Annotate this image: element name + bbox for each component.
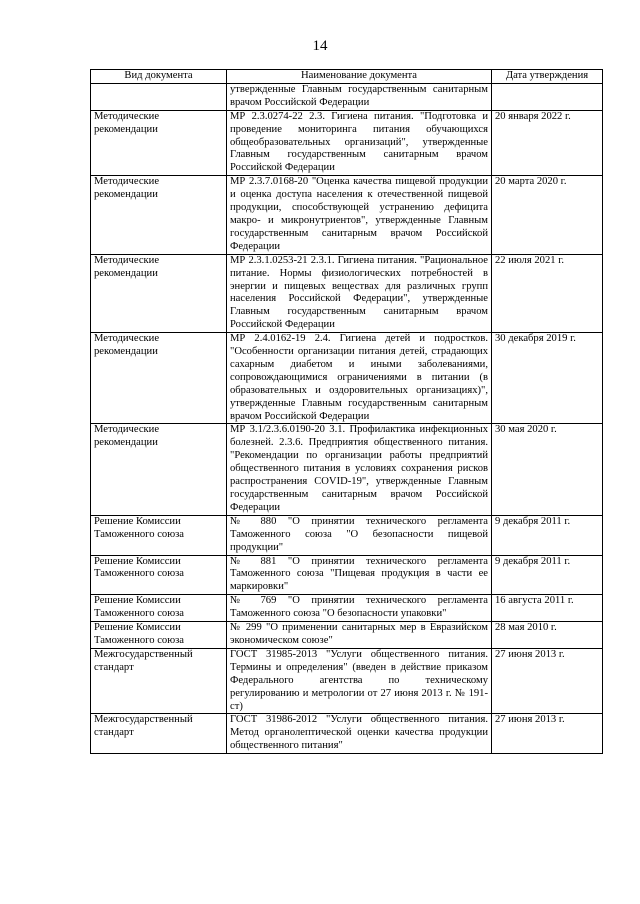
document-type-cell: Методические рекомендации	[91, 424, 227, 515]
table-row	[91, 254, 603, 332]
approval-date-cell: 20 марта 2020 г.	[492, 176, 603, 254]
document-name-cell: № 880 "О принятии технического регламента Таможенного союза "О безопасности пищевой продукции"	[227, 515, 492, 555]
table-row	[91, 622, 603, 649]
column-header-type: Вид документа	[91, 70, 227, 84]
document-type-cell: Методические рекомендации	[91, 176, 227, 254]
approval-date-cell: 20 января 2022 г.	[492, 110, 603, 176]
column-header-name: Наименование документа	[227, 70, 492, 84]
approval-date-cell: 22 июля 2021 г.	[492, 254, 603, 332]
table-header-row	[91, 70, 603, 84]
approval-date-cell	[492, 83, 603, 110]
table-row	[91, 333, 603, 424]
document-type-cell	[91, 83, 227, 110]
table-row	[91, 110, 603, 176]
table-row	[91, 714, 603, 754]
table-row	[91, 555, 603, 595]
document-type-cell: Методические рекомендации	[91, 110, 227, 176]
document-name-cell: МР 2.3.7.0168-20 "Оценка качества пищевой продукции и оценка доступа населения к отечественной пищевой продукции, способствующей устранению дефицита макро- и микронутриентов", утвержденные Главным государственным санитарным врачом Российской Федерации	[227, 176, 492, 254]
table-row	[91, 515, 603, 555]
documents-table	[90, 69, 603, 754]
document-name-cell: МР 2.3.0274-22 2.3. Гигиена питания. "Подготовка и проведение мониторинга питания обучающихся общеобразовательных организаций", утвержденные Главным государственным санитарным врачом Российской Федерации	[227, 110, 492, 176]
document-name-cell: МР 3.1/2.3.6.0190-20 3.1. Профилактика инфекционных болезней. 2.3.6. Предприятия общественного питания. "Рекомендации по организации работы предприятий общественного питания в условиях сохранения рисков распространения COVID-19", утвержденные Главным государственным санитарным врачом Российской Федерации	[227, 424, 492, 515]
table-row	[91, 648, 603, 714]
approval-date-cell: 27 июня 2013 г.	[492, 714, 603, 754]
approval-date-cell: 30 декабря 2019 г.	[492, 333, 603, 424]
approval-date-cell: 9 декабря 2011 г.	[492, 515, 603, 555]
table-row	[91, 176, 603, 254]
document-type-cell: Межгосударственный стандарт	[91, 648, 227, 714]
page-number: 14	[312, 38, 328, 54]
document-type-cell: Решение Комиссии Таможенного союза	[91, 595, 227, 622]
approval-date-cell: 30 мая 2020 г.	[492, 424, 603, 515]
table-row	[91, 424, 603, 515]
document-name-cell: № 299 "О применении санитарных мер в Евразийском экономическом союзе"	[227, 622, 492, 649]
document-name-cell: ГОСТ 31986-2012 "Услуги общественного питания. Метод органолептической оценки качества продукции общественного питания"	[227, 714, 492, 754]
document-type-cell: Методические рекомендации	[91, 254, 227, 332]
document-type-cell: Решение Комиссии Таможенного союза	[91, 515, 227, 555]
document-type-cell: Решение Комиссии Таможенного союза	[91, 555, 227, 595]
table-row	[91, 595, 603, 622]
approval-date-cell: 28 мая 2010 г.	[492, 622, 603, 649]
table-row	[91, 83, 603, 110]
document-type-cell: Межгосударственный стандарт	[91, 714, 227, 754]
document-name-cell: ГОСТ 31985-2013 "Услуги общественного питания. Термины и определения" (введен в действие приказом Федерального агентства по техническому регулированию и метрологии от 27 июня 2013 г. № 191-ст)	[227, 648, 492, 714]
document-name-cell: МР 2.3.1.0253-21 2.3.1. Гигиена питания. "Рациональное питание. Нормы физиологических потребностей в энергии и пищевых веществах для различных групп населения Российской Федерации", утвержденные Главным государственным санитарным врачом Российской Федерации	[227, 254, 492, 332]
document-type-cell: Методические рекомендации	[91, 333, 227, 424]
column-header-date: Дата утверждения	[492, 70, 603, 84]
approval-date-cell: 16 августа 2011 г.	[492, 595, 603, 622]
document-type-cell: Решение Комиссии Таможенного союза	[91, 622, 227, 649]
approval-date-cell: 27 июня 2013 г.	[492, 648, 603, 714]
document-name-cell: № 769 "О принятии технического регламента Таможенного союза "О безопасности упаковки"	[227, 595, 492, 622]
document-name-cell: № 881 "О принятии технического регламента Таможенного союза "Пищевая продукция в части ее маркировки"	[227, 555, 492, 595]
approval-date-cell: 9 декабря 2011 г.	[492, 555, 603, 595]
document-name-cell: МР 2.4.0162-19 2.4. Гигиена детей и подростков. "Особенности организации питания детей, страдающих сахарным диабетом и иными заболеваниями, сопровождающимися ограничениями в питании (в образовательных и оздоровительных организациях)", утвержденные Главным государственным санитарным врачом Российской Федерации	[227, 333, 492, 424]
document-name-cell: утвержденные Главным государственным санитарным врачом Российской Федерации	[227, 83, 492, 110]
